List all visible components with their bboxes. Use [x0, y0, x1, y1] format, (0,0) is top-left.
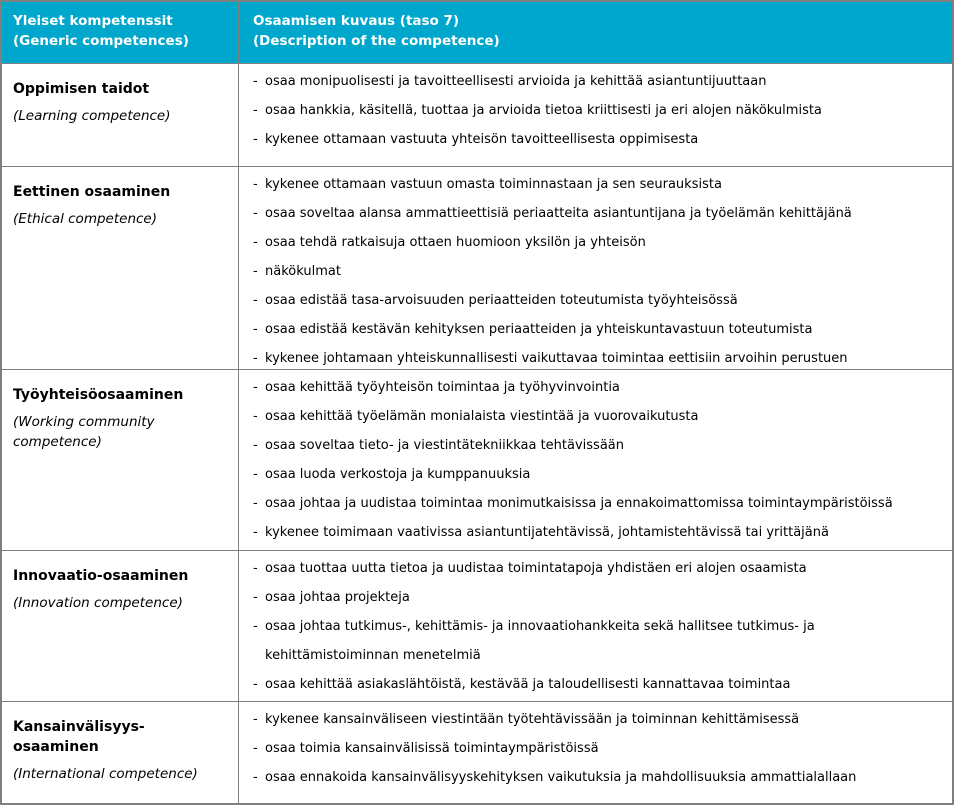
- row-innovation-competence: [2, 550, 952, 702]
- competence-description-cell: [239, 551, 952, 702]
- bullet-item: - osaa johtaa ja uudistaa toimintaa monimutkaisissa ja ennakoimattomissa toimintaympäristöissä: [253, 489, 944, 518]
- bullet-item: - näkökulmat: [253, 257, 944, 286]
- competence-subtitle: (Working community competence): [13, 414, 155, 451]
- row-learning-competence: [2, 63, 952, 167]
- competence-description-cell: [239, 167, 952, 369]
- header-row: [2, 2, 952, 63]
- competence-description-cell: [239, 370, 952, 549]
- bullet-item: - osaa soveltaa alansa ammattieettisiä periaatteita asiantuntijana ja työelämän kehittäjänä: [253, 199, 944, 228]
- bullet-item: - osaa ennakoida kansainvälisyyskehityksen vaikutuksia ja mahdollisuuksia ammattialallaan: [253, 763, 944, 792]
- bullet-item: - osaa edistää tasa-arvoisuuden periaatteiden toteutumista työyhteisössä: [253, 286, 944, 315]
- bullet-item: - osaa luoda verkostoja ja kumppanuuksia: [253, 460, 944, 489]
- competence-subtitle: (Innovation competence): [13, 594, 183, 611]
- bullet-item: - kykenee ottamaan vastuuta yhteisön tavoitteellisesta oppimisesta: [253, 125, 944, 154]
- header-title-fi: Yleiset kompetenssit: [13, 13, 173, 29]
- bullet-item: - osaa kehittää työelämän monialaista viestintää ja vuorovaikutusta: [253, 402, 944, 431]
- bullet-item: - osaa tehdä ratkaisuja ottaen huomioon yksilön ja yhteisön: [253, 228, 944, 257]
- competence-subtitle: (Ethical competence): [13, 211, 157, 228]
- competence-subtitle: (Learning competence): [13, 107, 171, 124]
- header-description-fi: Osaamisen kuvaus (taso 7): [253, 13, 460, 29]
- header-cell-description: [239, 2, 952, 63]
- competence-description-cell: [239, 702, 952, 803]
- competence-name-cell: [2, 64, 239, 167]
- bullet-item: - kykenee ottamaan vastuun omasta toiminnastaan ja sen seurauksista: [253, 170, 944, 199]
- bullet-item: - kykenee toimimaan vaativissa asiantuntijatehtävissä, johtamistehtävissä tai yrittäjänä: [253, 518, 944, 547]
- header-title-en: (Generic competences): [13, 33, 189, 49]
- competence-title: Työyhteisöosaaminen: [13, 387, 184, 404]
- competence-title: Oppimisen taidot: [13, 80, 150, 97]
- bullet-item: - osaa kehittää asiakaslähtöistä, kestävää ja taloudellisesti kannattavaa toimintaa: [253, 670, 944, 699]
- bullet-item: - osaa johtaa tutkimus-, kehittämis- ja innovaatiohankkeita sekä hallitsee tutkimus- ja kehittämistoiminnan menetelmiä: [253, 612, 944, 670]
- row-ethical-competence: [2, 166, 952, 369]
- bullet-item: - osaa tuottaa uutta tietoa ja uudistaa toimintatapoja yhdistäen eri alojen osaamista: [253, 554, 944, 583]
- bullet-item: - osaa johtaa projekteja: [253, 583, 944, 612]
- bullet-item: - osaa kehittää työyhteisön toimintaa ja työhyvinvointia: [253, 373, 944, 402]
- row-international-competence: [2, 701, 952, 803]
- bullet-list: [253, 373, 944, 547]
- competence-title: Innovaatio-osaaminen: [13, 567, 189, 584]
- bullet-list: [253, 705, 944, 792]
- competence-subtitle: (International competence): [13, 766, 198, 783]
- competence-description-cell: [239, 64, 952, 167]
- competence-name-cell: [2, 370, 239, 549]
- bullet-item: - osaa monipuolisesti ja tavoitteellisesti arvioida ja kehittää asiantuntijuuttaan: [253, 67, 944, 96]
- bullet-list: [253, 554, 944, 699]
- bullet-item: - kykenee johtamaan yhteiskunnallisesti vaikuttavaa toimintaa eettisiin arvoihin perustuen: [253, 344, 944, 373]
- competence-title: Kansainvälisyys-osaaminen: [13, 719, 145, 756]
- competence-name-cell: [2, 702, 239, 803]
- competence-name-cell: [2, 167, 239, 369]
- row-working-community-competence: [2, 369, 952, 549]
- bullet-item: - osaa hankkia, käsitellä, tuottaa ja arvioida tietoa kriittisesti ja eri alojen näkökulmista: [253, 96, 944, 125]
- bullet-item: - osaa edistää kestävän kehityksen periaatteiden ja yhteiskuntavastuun toteutumista: [253, 315, 944, 344]
- competence-name-cell: [2, 551, 239, 702]
- bullet-list: [253, 170, 944, 373]
- bullet-item: - kykenee kansainväliseen viestintään työtehtävissään ja toiminnan kehittämisessä: [253, 705, 944, 734]
- competence-title: Eettinen osaaminen: [13, 184, 171, 201]
- bullet-list: [253, 67, 944, 154]
- bullet-item: - osaa toimia kansainvälisissä toimintaympäristöissä: [253, 734, 944, 763]
- header-cell-generic-competences: [2, 2, 239, 63]
- header-description-en: (Description of the competence): [253, 33, 500, 49]
- bullet-item: - osaa soveltaa tieto- ja viestintätekniikkaa tehtävissään: [253, 431, 944, 460]
